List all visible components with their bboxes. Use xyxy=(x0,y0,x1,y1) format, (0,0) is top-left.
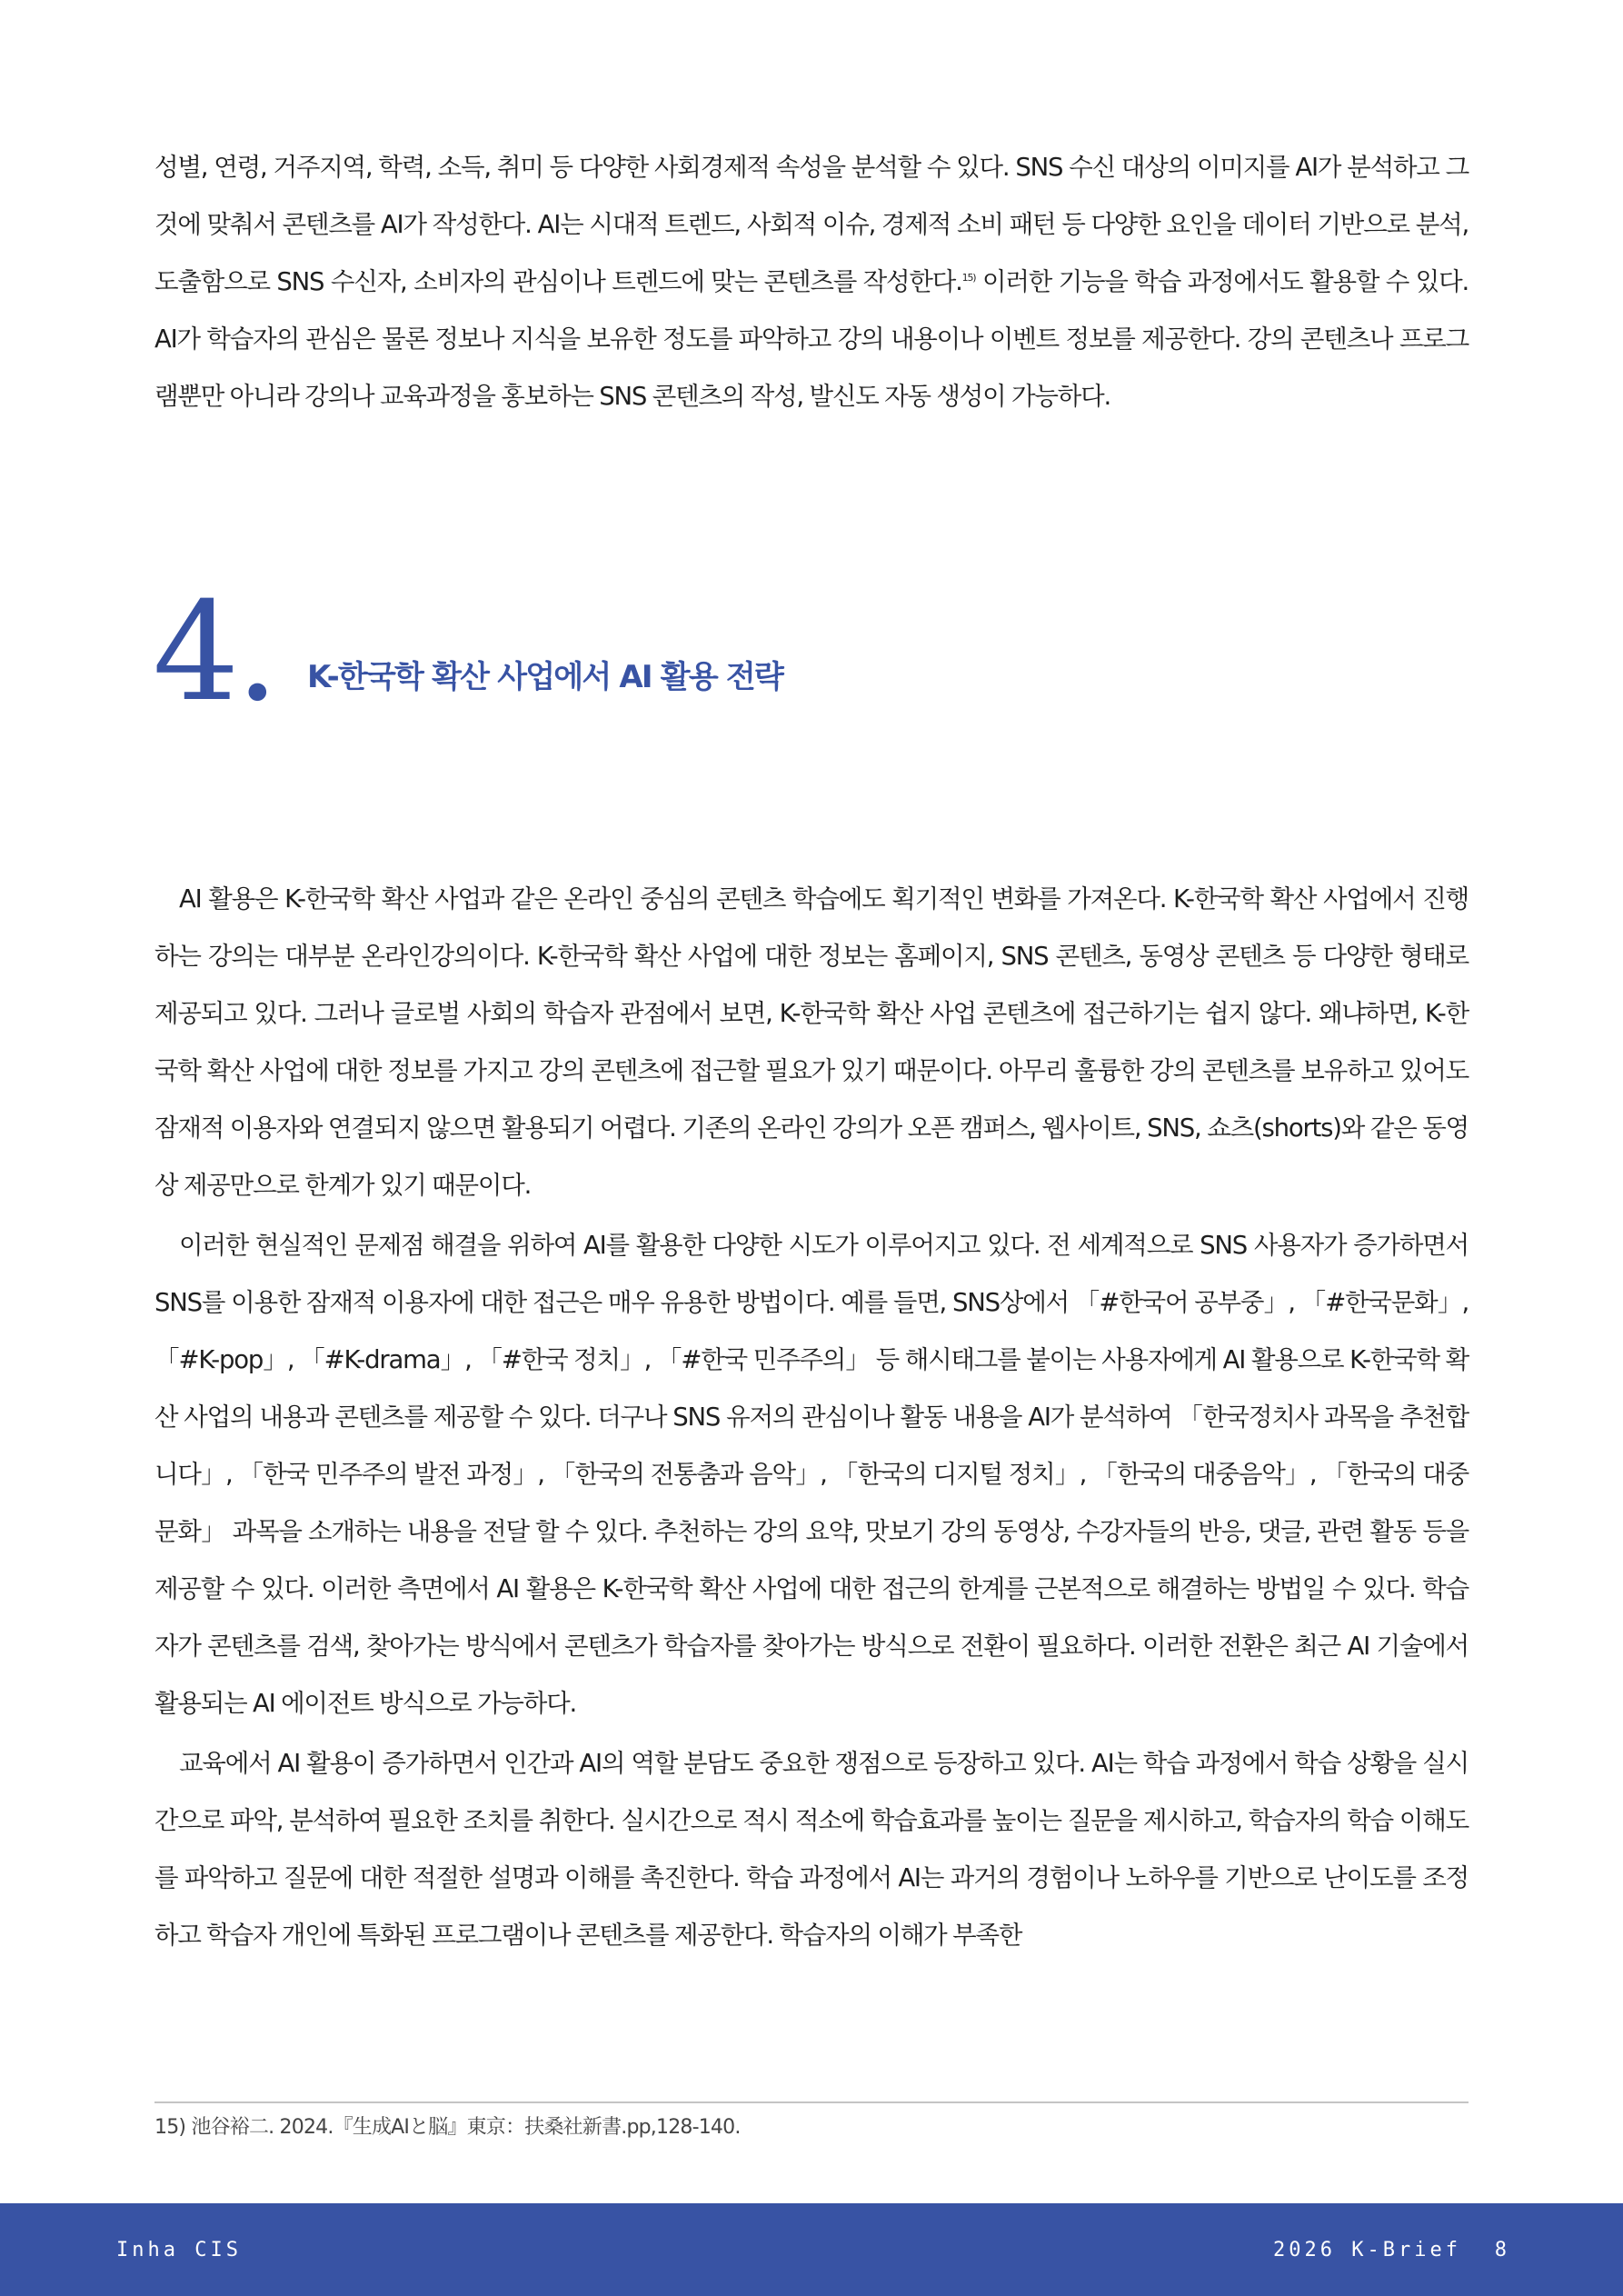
body-paragraph-1: AI 활용은 K-한국학 확산 사업과 같은 온라인 중심의 콘텐츠 학습에도 획기적인 변화를 가져온다. K-한국학 확산 사업에서 진행하는 강의는 대부분 온라인강의이다. K-한국학 확산 사업에 대한 정보는 홈페이지, SNS 콘텐츠, 동영상 콘텐츠 등 다양한 형태로 제공되고 있다. 그러나 글로벌 사회의 학습자 관점에서 보면, K-한국학 확산 사업 콘텐츠에 접근하기는 쉽지 않다. 왜냐하면, K-한국학 확산 사업에 대한 정보를 가지고 강의 콘텐츠에 접근할 필요가 있기 때문이다. 아무리 훌륭한 강의 콘텐츠를 보유하고 있어도 잠재적 이용자와 연결되지 않으면 활용되기 어렵다. 기존의 온라인 강의가 오픈 캠퍼스, 웹사이트, SNS, 쇼츠(shorts)와 같은 동영상 제공만으로 한계가 있기 때문이다. xyxy=(154,884,1469,1200)
footnote-15: 15) 池谷裕二. 2024.『生成AIと脳』東京：扶桑社新書.pp,128-140. xyxy=(154,2116,741,2139)
body-paragraph-2: 이러한 현실적인 문제점 해결을 위하여 AI를 활용한 다양한 시도가 이루어지고 있다. 전 세계적으로 SNS 사용자가 증가하면서 SNS를 이용한 잠재적 이용자에 대한 접근은 매우 유용한 방법이다. 예를 들면, SNS상에서 「#한국어 공부중」, 「#한국문화」, 「#K-pop」, 「#K-drama」, 「#한국 정치」, 「#한국 민주주의」 등 해시태그를 붙이는 사용자에게 AI 활용으로 K-한국학 확산 사업의 내용과 콘텐츠를 제공할 수 있다. 더구나 SNS 유저의 관심이나 활동 내용을 AI가 분석하여 「한국정치사 과목을 추천합니다」, 「한국 민주주의 발전 과정」, 「한국의 전통춤과 음악」, 「한국의 디지털 정치」, 「한국의 대중음악」, 「한국의 대중문화」 과목을 소개하는 내용을 전달 할 수 있다. 추천하는 강의 요약, 맛보기 강의 동영상, 수강자들의 반응, 댓글, 관련 활동 등을 제공할 수 있다. 이러한 측면에서 AI 활용은 K-한국학 확산 사업에 대한 접근의 한계를 근본적으로 해결하는 방법일 수 있다. 학습자가 콘텐츠를 검색, 찾아가는 방식에서 콘텐츠가 학습자를 찾아가는 방식으로 전환이 필요하다. 이러한 전환은 최근 AI 기술에서 활용되는 AI 에이전트 방식으로 가능하다. xyxy=(154,1231,1469,1718)
footer-publisher: Inha CIS xyxy=(116,2239,242,2261)
page-number: 8 xyxy=(1494,2239,1507,2261)
section-number: 4. xyxy=(153,574,276,732)
intro-paragraph xyxy=(154,139,1469,425)
intro-text: 성별, 연령, 거주지역, 학력, 소득, 취미 등 다양한 사회경제적 속성을 분석할 수 있다. SNS 수신 대상의 이미지를 AI가 분석하고 그것에 맞춰서 콘텐츠를 AI가 작성한다. AI는 시대적 트렌드, 사회적 이슈, 경제적 소비 패턴 등 다양한 요인을 데이터 기반으로 분석, 도출함으로 SNS 수신자, 소비자의 관심이나 트렌드에 맞는 콘텐츠를 작성한다. xyxy=(154,153,1469,296)
section-title: K-한국학 확산 사업에서 AI 활용 전략 xyxy=(307,659,783,695)
footnote-divider xyxy=(154,2101,1469,2103)
footnote-ref-15[interactable]: 15) xyxy=(961,271,976,284)
body-paragraph-3: 교육에서 AI 활용이 증가하면서 인간과 AI의 역할 분담도 중요한 쟁점으로 등장하고 있다. AI는 학습 과정에서 학습 상황을 실시간으로 파악, 분석하여 필요한 조치를 취한다. 실시간으로 적시 적소에 학습효과를 높이는 질문을 제시하고, 학습자의 학습 이해도를 파악하고 질문에 대한 적절한 설명과 이해를 촉진한다. 학습 과정에서 AI는 과거의 경험이나 노하우를 기반으로 난이도를 조정하고 학습자 개인에 특화된 프로그램이나 콘텐츠를 제공한다. 학습자의 이해가 부족한 xyxy=(154,1749,1469,1950)
intro-text-cont: 이러한 기능을 학습 과정에서도 활용할 수 있다. AI가 학습자의 관심은 물론 정보나 지식을 보유한 정도를 파악하고 강의 내용이나 이벤트 정보를 제공한다. 강의 콘텐츠나 프로그램뿐만 아니라 강의나 교육과정을 홍보하는 SNS 콘텐츠의 작성, 발신도 자동 생성이 가능하다. xyxy=(154,267,1469,411)
footer-publication: 2026 K-Brief xyxy=(1273,2239,1461,2261)
page-footer xyxy=(0,2203,1623,2296)
